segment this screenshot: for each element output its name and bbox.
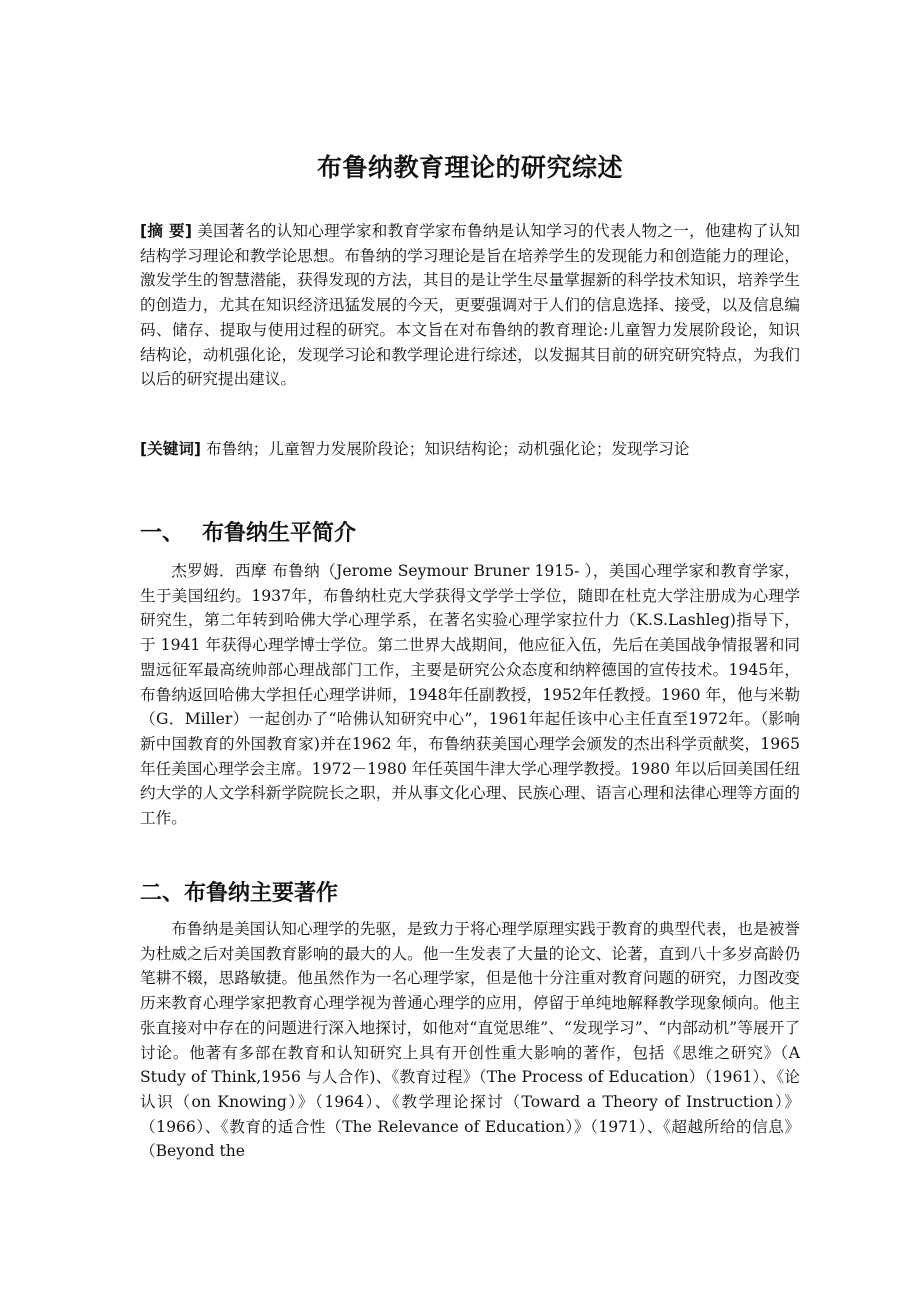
section-number: 一、 [140,521,185,546]
abstract-paragraph [140,219,800,392]
section-heading-biography [140,519,356,549]
section-title: 布鲁纳生平简介 [202,521,357,546]
biography-paragraph: 杰罗姆．西摩 布鲁纳（Jerome Seymour Bruner 1915- ），美国心理学家和教育学家，生于美国纽约。1937年，布鲁纳杜克大学获得文学学士学位，随即在杜克大学注册成为心理学研究生，第二年转到哈佛大学心理学系，在著名实验心理学家拉什力（K.S.Lashleg)指导下，于 1941 年获得心理学博士学位。第二世界大战期间，他应征入伍，先后在美国战争情报署和同盟远征军最高统帅部心理战部门工作，主要是研究公众态度和纳粹德国的宣传技术。1945年，布鲁纳返回哈佛大学担任心理学讲师，1948年任副教授，1952年任教授。1960 年，他与米勒（G．Miller）一起创办了“哈佛认知研究中心”，1961年起任该中心主任直至1972年。（影响新中国教育的外国教育家)并在1962 年，布鲁纳获美国心理学会颁发的杰出科学贡献奖，1965 年任美国心理学会主席。1972－1980 年任英国牛津大学心理学教授。1980 年以后回美国任纽约大学的人文学科新学院院长之职，并从事文化心理、民族心理、语言心理和法律心理等方面的工作。 [140,562,800,828]
section-heading-works: 二、布鲁纳主要著作 [140,881,339,906]
keywords-text: 布鲁纳；儿童智力发展阶段论；知识结构论；动机强化论；发现学习论 [206,440,690,458]
abstract-text: 美国著名的认知心理学家和教育学家布鲁纳是认知学习的代表人物之一，他建构了认知结构学习理论和教学论思想。布鲁纳的学习理论是旨在培养学生的发现能力和创造能力的理论，激发学生的智慧潜能，获得发现的方法，其目的是让学生尽量掌握新的科学技术知识，培养学生的创造力，尤其在知识经济迅猛发展的今天，更要强调对于人们的信息选择、接受，以及信息编码、储存、提取与使用过程的研究。本文旨在对布鲁纳的教育理论:儿童智力发展阶段论，知识结构论，动机强化论，发现学习论和教学理论进行综述，以发掘其目前的研究研究特点，为我们以后的研究提出建议。 [140,222,800,389]
abstract-label: [摘 要] [140,222,192,240]
keywords-label: [关键词] [140,440,202,458]
keywords-paragraph [140,437,800,462]
page-title: 布鲁纳教育理论的研究综述 [316,153,623,182]
works-paragraph: 布鲁纳是美国认知心理学的先驱，是致力于将心理学原理实践于教育的典型代表，也是被誉为杜威之后对美国教育影响的最大的人。他一生发表了大量的论文、论著，直到八十多岁高龄仍笔耕不辍，思路敏捷。他虽然作为一名心理学家，但是他十分注重对教育问题的研究，力图改变历来教育心理学家把教育心理学视为普通心理学的应用，停留于单纯地解释教学现象倾向。他主张直接对中存在的问题进行深入地探讨，如他对“直觉思维”、“发现学习”、“内部动机”等展开了讨论。他著有多部在教育和认知研究上具有开创性重大影响的著作，包括《思维之研究》（A Study of Think,1956 与人合作)、《教育过程》（The Process of Education）（1961）、《论认识（on Knowing）》（1964）、《教学理论探讨（Toward a Theory of Instruction）》（1966）、《教育的适合性（The Relevance of Education）》（1971）、《超越所给的信息》（Beyond the [140,920,800,1161]
